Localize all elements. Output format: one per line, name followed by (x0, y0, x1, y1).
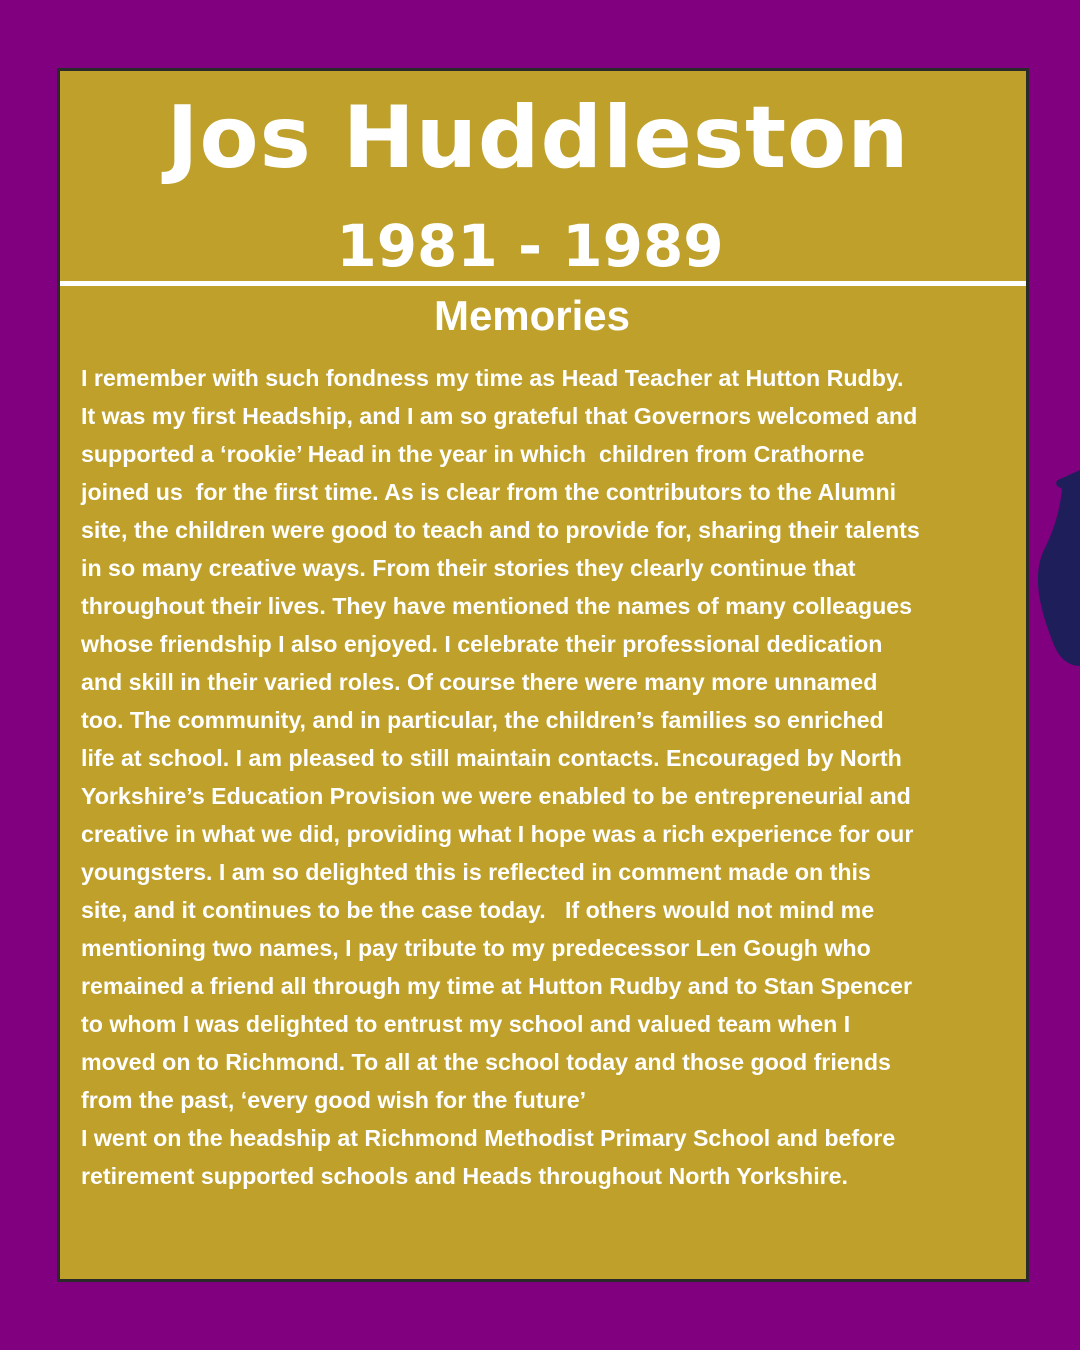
memory-line: life at school. I am pleased to still maintain contacts. Encouraged by North (81, 745, 902, 771)
memory-line: remained a friend all through my time at Hutton Rudby and to Stan Spencer (81, 973, 912, 999)
memory-line: site, and it continues to be the case today. If others would not mind me (81, 897, 875, 923)
section-title: Memories (433, 292, 631, 339)
memory-card (57, 68, 1029, 1282)
memory-line: in so many creative ways. From their stories they clearly continue that (81, 555, 856, 581)
memory-line: youngsters. I am so delighted this is reflected in comment made on this (81, 859, 871, 885)
memory-line: Yorkshire’s Education Provision we were enabled to be entrepreneurial and (81, 783, 911, 809)
memory-line: too. The community, and in particular, the children’s families so enriched (81, 707, 884, 733)
person-name: Jos Huddleston (166, 88, 910, 188)
memory-line: site, the children were good to teach and to provide for, sharing their talents (81, 517, 920, 543)
years-served: 1981 - 1989 (336, 212, 724, 280)
memory-line: from the past, ‘every good wish for the future’ (81, 1087, 587, 1113)
memory-line: throughout their lives. They have mentioned the names of many colleagues (81, 593, 913, 619)
memory-line: I went on the headship at Richmond Methodist Primary School and before (81, 1125, 896, 1151)
memory-line: mentioning two names, I pay tribute to my predecessor Len Gough who (81, 935, 871, 961)
divider-line (60, 281, 1026, 286)
memory-line: I remember with such fondness my time as Head Teacher at Hutton Rudby. (81, 365, 904, 391)
memory-line: to whom I was delighted to entrust my school and valued team when I (81, 1011, 851, 1037)
memory-line: It was my first Headship, and I am so grateful that Governors welcomed and (81, 403, 918, 429)
memory-line: joined us for the first time. As is clear from the contributors to the Alumni (81, 479, 897, 505)
memory-text (81, 359, 1021, 1195)
memory-line: supported a ‘rookie’ Head in the year in which children from Crathorne (81, 441, 865, 467)
memory-line: creative in what we did, providing what I hope was a rich experience for our (81, 821, 914, 847)
memory-line: whose friendship I also enjoyed. I celebrate their professional dedication (81, 631, 883, 657)
memory-line: retirement supported schools and Heads throughout North Yorkshire. (81, 1163, 848, 1189)
bell-decoration-icon (1030, 470, 1080, 670)
memory-line: and skill in their varied roles. Of course there were many more unnamed (81, 669, 878, 695)
memory-line: moved on to Richmond. To all at the school today and those good friends (81, 1049, 891, 1075)
